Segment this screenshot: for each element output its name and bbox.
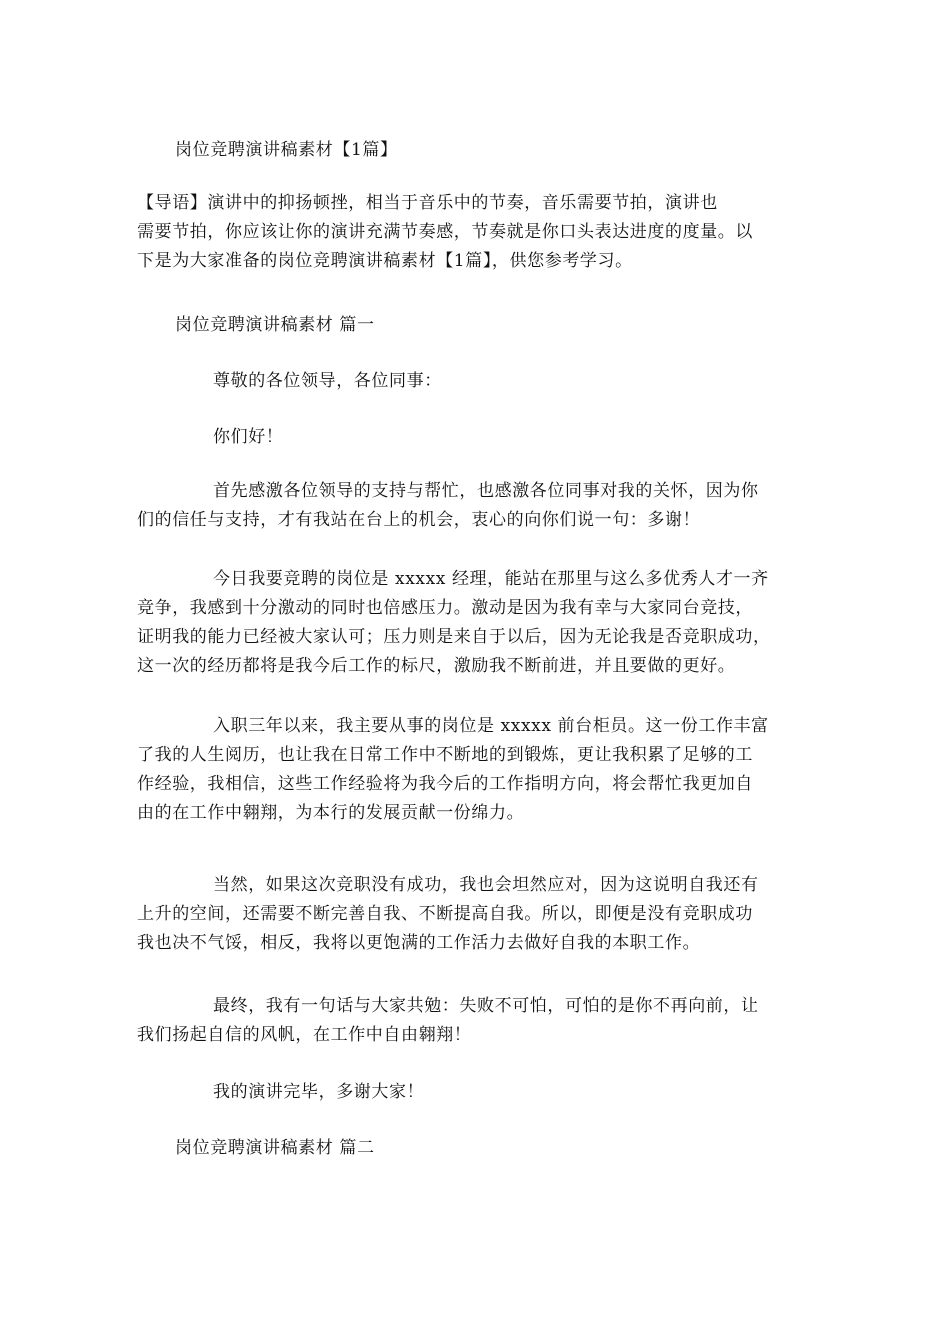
experience-paragraph — [137, 712, 817, 828]
intro-line: 需要节拍，你应该让你的演讲充满节奏感，节奏就是你口头表达进度的度量。以 — [137, 222, 753, 242]
paragraph-line: 作经验，我相信，这些工作经验将为我今后的工作指明方向，将会帮忙我更加自 — [137, 774, 753, 794]
attitude-paragraph — [137, 871, 817, 958]
document-title: 岗位竞聘演讲稿素材【1篇】 — [175, 140, 398, 160]
paragraph-line: 最终，我有一句话与大家共勉：失败不可怕，可怕的是你不再向前，让 — [213, 996, 759, 1016]
paragraph-line: 当然，如果这次竞职没有成功，我也会坦然应对，因为这说明自我还有 — [213, 875, 759, 895]
paragraph-line: 入职三年以来，我主要从事的岗位是 xxxxx 前台柜员。这一份工作丰富 — [213, 716, 769, 736]
intro-line: 【导语】演讲中的抑扬顿挫，相当于音乐中的节奏，音乐需要节拍，演讲也 — [137, 193, 718, 213]
closing-paragraph — [137, 992, 817, 1050]
paragraph-line: 证明我的能力已经被大家认可；压力则是来自于以后，因为无论我是否竞职成功， — [137, 627, 771, 647]
position-paragraph — [137, 565, 817, 681]
intro-line: 下是为大家准备的岗位竞聘演讲稿素材【1篇】，供您参考学习。 — [137, 251, 633, 271]
paragraph-line: 竞争，我感到十分激动的同时也倍感压力。激动是因为我有幸与大家同台竞技， — [137, 598, 753, 618]
paragraph-line: 们的信任与支持，才有我站在台上的机会，衷心的向你们说一句：多谢！ — [137, 510, 701, 530]
ending-line: 我的演讲完毕，多谢大家！ — [213, 1082, 425, 1102]
salutation: 尊敬的各位领导，各位同事： — [213, 371, 442, 391]
paragraph-line: 这一次的经历都将是我今后工作的标尺，激励我不断前进，并且要做的更好。 — [137, 656, 736, 676]
paragraph-line: 我也决不气馁，相反，我将以更饱满的工作活力去做好自我的本职工作。 — [137, 933, 701, 953]
section-one-title: 岗位竞聘演讲稿素材 篇一 — [175, 315, 375, 335]
paragraph-line: 了我的人生阅历，也让我在日常工作中不断地的到锻炼，更让我积累了足够的工 — [137, 745, 753, 765]
greeting: 你们好！ — [213, 427, 284, 447]
paragraph-line: 由的在工作中翱翔，为本行的发展贡献一份绵力。 — [137, 803, 525, 823]
intro-paragraph — [137, 189, 817, 276]
paragraph-line: 我们扬起自信的风帆，在工作中自由翱翔！ — [137, 1025, 472, 1045]
thanks-paragraph — [137, 477, 817, 535]
paragraph-line: 上升的空间，还需要不断完善自我、不断提高自我。所以，即便是没有竞职成功 — [137, 904, 753, 924]
section-two-title: 岗位竞聘演讲稿素材 篇二 — [175, 1138, 375, 1158]
paragraph-line: 首先感激各位领导的支持与帮忙，也感激各位同事对我的关怀，因为你 — [213, 481, 759, 501]
paragraph-line: 今日我要竞聘的岗位是 xxxxx 经理，能站在那里与这么多优秀人才一齐 — [213, 569, 769, 589]
